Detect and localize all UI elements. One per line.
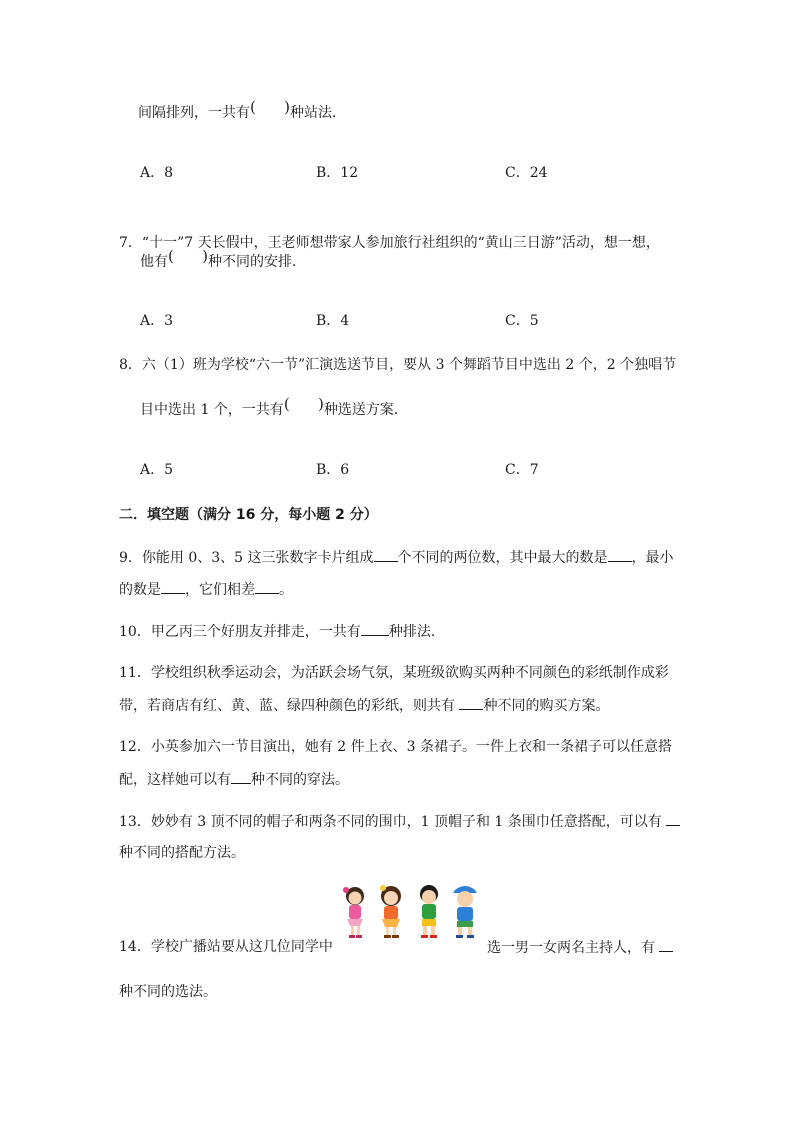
q9-text-a: 9．你能用 0、3、5 这三张数字卡片组成 bbox=[119, 550, 374, 566]
q7-option-c[interactable]: C．5 bbox=[505, 313, 539, 329]
answer-blank[interactable] bbox=[374, 547, 398, 562]
q12-text-b: 种不同的穿法。 bbox=[251, 772, 349, 788]
section-heading: 二．填空题（满分 16 分，每小题 2 分） bbox=[119, 507, 378, 523]
q7-text-b: 种不同的安排． bbox=[208, 254, 306, 270]
q10-text-b: 种排法． bbox=[388, 624, 445, 640]
q8-option-b[interactable]: B．6 bbox=[316, 462, 350, 478]
girl-figure-icon bbox=[343, 887, 364, 938]
answer-blank[interactable] bbox=[659, 937, 673, 952]
q8-text-a: 目中选出 1 个，一共有 bbox=[140, 402, 284, 418]
answer-blank[interactable] bbox=[255, 579, 279, 594]
q6-option-a[interactable]: A．8 bbox=[140, 165, 174, 181]
q8-line1: 8．六（1）班为学校“六一节”汇演选送节目，要从 3 个舞蹈节目中选出 2 个，2 个独唱节 bbox=[119, 357, 677, 373]
q13-text-a: 13．妙妙有 3 顶不同的帽子和两条不同的围巾，1 顶帽子和 1 条围巾任意搭配，可以有 bbox=[119, 814, 667, 830]
q7-option-a[interactable]: A．3 bbox=[140, 313, 174, 329]
q13-line1 bbox=[119, 811, 680, 832]
answer-blank[interactable] bbox=[608, 547, 632, 562]
q10-line1 bbox=[119, 621, 445, 642]
q11-text-b: 种不同的购买方案。 bbox=[483, 698, 610, 714]
q11-line1: 11．学校组织秋季运动会，为活跃会场气氛，某班级欲购买两种不同颜色的彩纸制作成彩 bbox=[119, 665, 669, 681]
q7-line1: 7．“十一”7 天长假中，王老师想带家人参加旅行社组织的“黄山三日游”活动，想一想， bbox=[119, 235, 660, 251]
q6-line2 bbox=[138, 98, 346, 123]
q12-text-a: 配，这样她可以有 bbox=[119, 772, 231, 788]
q11-line2 bbox=[119, 695, 609, 716]
answer-blank[interactable] bbox=[666, 811, 680, 826]
answer-blank[interactable] bbox=[161, 579, 185, 594]
answer-blank[interactable] bbox=[231, 769, 251, 784]
q7-text-a: 他有 bbox=[140, 254, 168, 270]
q12-line1: 12．小英参加六一节目演出，她有 2 件上衣、3 条裙子。一件上衣和一条裙子可以任意搭 bbox=[119, 739, 672, 755]
q6-text-b: 种站法． bbox=[290, 105, 346, 121]
q9-line1 bbox=[119, 547, 674, 568]
q8-text-b: 种选送方案． bbox=[323, 402, 408, 418]
q8-option-c[interactable]: C．7 bbox=[505, 462, 539, 478]
q6-option-b[interactable]: B．12 bbox=[316, 165, 359, 181]
q9-line2 bbox=[119, 579, 293, 600]
q12-line2 bbox=[119, 769, 349, 790]
answer-blank[interactable] bbox=[361, 621, 389, 636]
q14-line1-b bbox=[487, 937, 673, 958]
four-kids-illustration bbox=[337, 882, 482, 944]
q10-text-a: 10．甲乙丙三个好朋友并排走，一共有 bbox=[119, 624, 361, 640]
answer-bracket[interactable]: ( ) bbox=[168, 247, 208, 265]
q7-line2 bbox=[140, 247, 306, 272]
q9-text-d: 的数是 bbox=[119, 582, 161, 598]
q8-option-a[interactable]: A．5 bbox=[140, 462, 174, 478]
q14-line1-a: 14．学校广播站要从这几位同学中 bbox=[119, 939, 333, 955]
q9-text-e: ，它们相差 bbox=[185, 582, 255, 598]
q6-option-c[interactable]: C．24 bbox=[505, 165, 548, 181]
q8-line2 bbox=[140, 395, 408, 420]
answer-bracket[interactable]: ( ) bbox=[283, 395, 324, 413]
q14-text-b: 选一男一女两名主持人，有 bbox=[487, 940, 660, 956]
answer-blank[interactable] bbox=[459, 695, 483, 710]
boy-figure-icon bbox=[453, 886, 477, 938]
q6-text-a: 间隔排列，一共有 bbox=[138, 105, 250, 121]
boy-figure-icon bbox=[420, 885, 438, 938]
q7-option-b[interactable]: B．4 bbox=[316, 313, 350, 329]
answer-bracket[interactable]: ( ) bbox=[250, 98, 290, 116]
q9-text-c: ，最小 bbox=[631, 550, 674, 566]
q11-text-a: 带，若商店有红、黄、蓝、绿四种颜色的彩纸，则共有 bbox=[119, 698, 460, 714]
girl-figure-icon bbox=[380, 885, 401, 938]
q13-line2: 种不同的搭配方法。 bbox=[119, 845, 245, 861]
q9-text-b: 个不同的两位数，其中最大的数是 bbox=[397, 550, 608, 566]
q14-line2: 种不同的选法。 bbox=[119, 984, 217, 1000]
q9-text-f: 。 bbox=[279, 582, 293, 598]
